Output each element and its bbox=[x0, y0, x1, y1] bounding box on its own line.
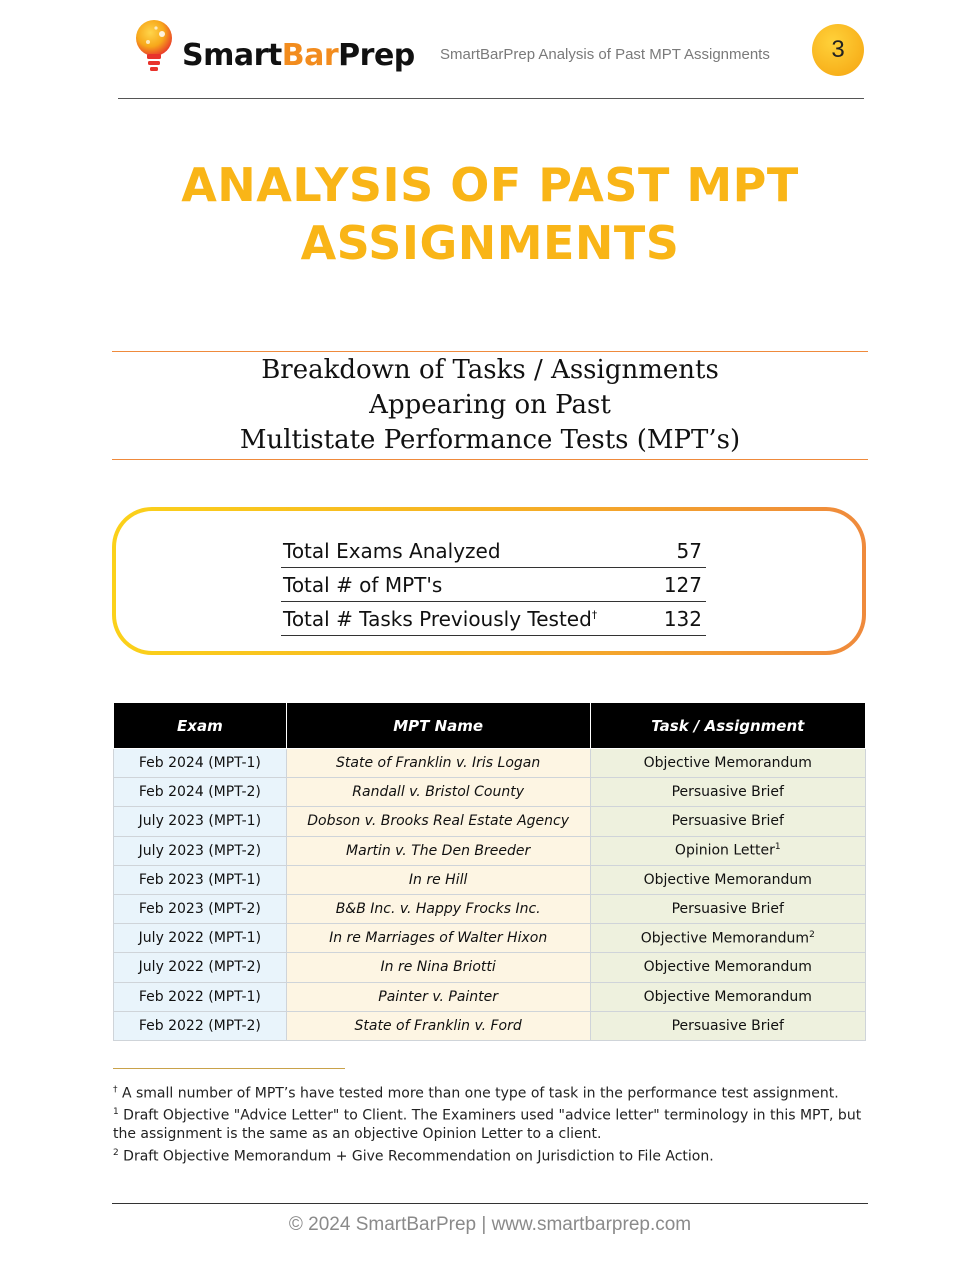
cell-exam: Feb 2022 (MPT-2) bbox=[114, 1011, 287, 1040]
table-row bbox=[114, 865, 866, 894]
table-row bbox=[114, 982, 866, 1011]
table-row bbox=[114, 807, 866, 836]
footnote-ref: 1 bbox=[774, 842, 781, 853]
footnotes bbox=[113, 1081, 873, 1166]
table-row bbox=[114, 953, 866, 982]
stat-value: 57 bbox=[676, 539, 702, 563]
stats-inner bbox=[116, 511, 862, 651]
cell-exam: Feb 2023 (MPT-2) bbox=[114, 894, 287, 923]
cell-exam: July 2022 (MPT-2) bbox=[114, 953, 287, 982]
table-header-row bbox=[114, 703, 866, 749]
cell-task: Objective Memorandum bbox=[590, 865, 865, 894]
cell-task: Objective Memorandum bbox=[590, 953, 865, 982]
subtitle bbox=[0, 353, 980, 458]
cell-mpt-name: State of Franklin v. Iris Logan bbox=[286, 749, 590, 778]
cell-task: Persuasive Brief bbox=[590, 778, 865, 807]
subtitle-rule-bottom bbox=[112, 459, 868, 460]
stats-box bbox=[112, 507, 866, 655]
mpt-assignments-table bbox=[113, 702, 866, 1041]
cell-exam: Feb 2023 (MPT-1) bbox=[114, 865, 287, 894]
stat-label: Total # of MPT's bbox=[283, 573, 443, 597]
page-number: 3 bbox=[831, 36, 845, 63]
cell-task: Objective Memorandum bbox=[590, 749, 865, 778]
column-header-exam: Exam bbox=[114, 703, 287, 749]
stat-row-total-tasks bbox=[281, 602, 706, 636]
cell-mpt-name: B&B Inc. v. Happy Frocks Inc. bbox=[286, 894, 590, 923]
cell-exam: Feb 2022 (MPT-1) bbox=[114, 982, 287, 1011]
cell-exam: July 2023 (MPT-2) bbox=[114, 836, 287, 865]
cell-mpt-name: In re Nina Briotti bbox=[286, 953, 590, 982]
table-row bbox=[114, 1011, 866, 1040]
footer: © 2024 SmartBarPrep | www.smartbarprep.com bbox=[288, 1214, 692, 1235]
logo bbox=[134, 18, 415, 80]
page-title-line-1: ANALYSIS OF PAST MPT bbox=[181, 158, 799, 212]
cell-exam: July 2022 (MPT-1) bbox=[114, 924, 287, 953]
table-row bbox=[114, 924, 866, 953]
brand-suffix: Prep bbox=[338, 38, 415, 73]
running-title: SmartBarPrep Analysis of Past MPT Assignments bbox=[440, 46, 770, 63]
page-number-badge bbox=[812, 24, 864, 76]
cell-mpt-name: State of Franklin v. Ford bbox=[286, 1011, 590, 1040]
cell-task: Persuasive Brief bbox=[590, 1011, 865, 1040]
footnote-1: $^1$ Draft Objective "Advice Letter" to Client. The Examiners used "advice letter" terminology in this MPT, but the assignment is the same as an objective Opinion Letter to a client. bbox=[113, 1107, 862, 1143]
stat-row-total-mpts bbox=[281, 568, 706, 602]
subtitle-line-2: Appearing on Past bbox=[369, 390, 611, 420]
header-divider bbox=[118, 98, 864, 99]
column-header-mpt-name: MPT Name bbox=[286, 703, 590, 749]
dagger-mark: † bbox=[591, 608, 598, 622]
page-title-line-2: ASSIGNMENTS bbox=[300, 216, 680, 270]
table-row bbox=[114, 836, 866, 865]
cell-task: Persuasive Brief bbox=[590, 894, 865, 923]
cell-task: Opinion Letter$^1$ bbox=[590, 836, 865, 865]
stat-row-total-exams bbox=[281, 534, 706, 568]
cell-task: Objective Memorandum$^2$ bbox=[590, 924, 865, 953]
footnote-divider bbox=[113, 1068, 345, 1069]
stat-value: 127 bbox=[663, 573, 702, 597]
stat-label: Total # Tasks Previously Tested† bbox=[283, 607, 598, 631]
subtitle-line-3: Multistate Performance Tests (MPT’s) bbox=[239, 425, 741, 455]
cell-exam: Feb 2024 (MPT-1) bbox=[114, 749, 287, 778]
cell-task: Objective Memorandum bbox=[590, 982, 865, 1011]
brand-prefix: Smart bbox=[182, 38, 282, 73]
brand-highlight: Bar bbox=[281, 38, 339, 73]
table-row bbox=[114, 778, 866, 807]
cell-mpt-name: In re Marriages of Walter Hixon bbox=[286, 924, 590, 953]
cell-mpt-name: Martin v. The Den Breeder bbox=[286, 836, 590, 865]
cell-mpt-name: Painter v. Painter bbox=[286, 982, 590, 1011]
column-header-task: Task / Assignment bbox=[590, 703, 865, 749]
footer-divider bbox=[112, 1203, 868, 1204]
cell-task: Persuasive Brief bbox=[590, 807, 865, 836]
stat-label: Total Exams Analyzed bbox=[283, 539, 501, 563]
table-row bbox=[114, 894, 866, 923]
footnote-ref: 2 bbox=[809, 929, 815, 940]
brand-wordmark bbox=[182, 38, 415, 73]
footnote-dagger: † A small number of MPT’s have tested more than one type of task in the performance test assignment. bbox=[113, 1085, 839, 1102]
footnote-2: $^2$ Draft Objective Memorandum + Give Recommendation on Jurisdiction to File Action. bbox=[113, 1147, 714, 1165]
cell-exam: Feb 2024 (MPT-2) bbox=[114, 778, 287, 807]
cell-mpt-name: Randall v. Bristol County bbox=[286, 778, 590, 807]
cell-exam: July 2023 (MPT-1) bbox=[114, 807, 287, 836]
table-row bbox=[114, 749, 866, 778]
cell-mpt-name: Dobson v. Brooks Real Estate Agency bbox=[286, 807, 590, 836]
stat-value: 132 bbox=[663, 607, 702, 631]
lightbulb-icon bbox=[134, 18, 180, 80]
cell-mpt-name: In re Hill bbox=[286, 865, 590, 894]
subtitle-rule-top bbox=[112, 351, 868, 352]
page-title bbox=[0, 156, 980, 272]
subtitle-line-1: Breakdown of Tasks / Assignments bbox=[261, 355, 719, 385]
